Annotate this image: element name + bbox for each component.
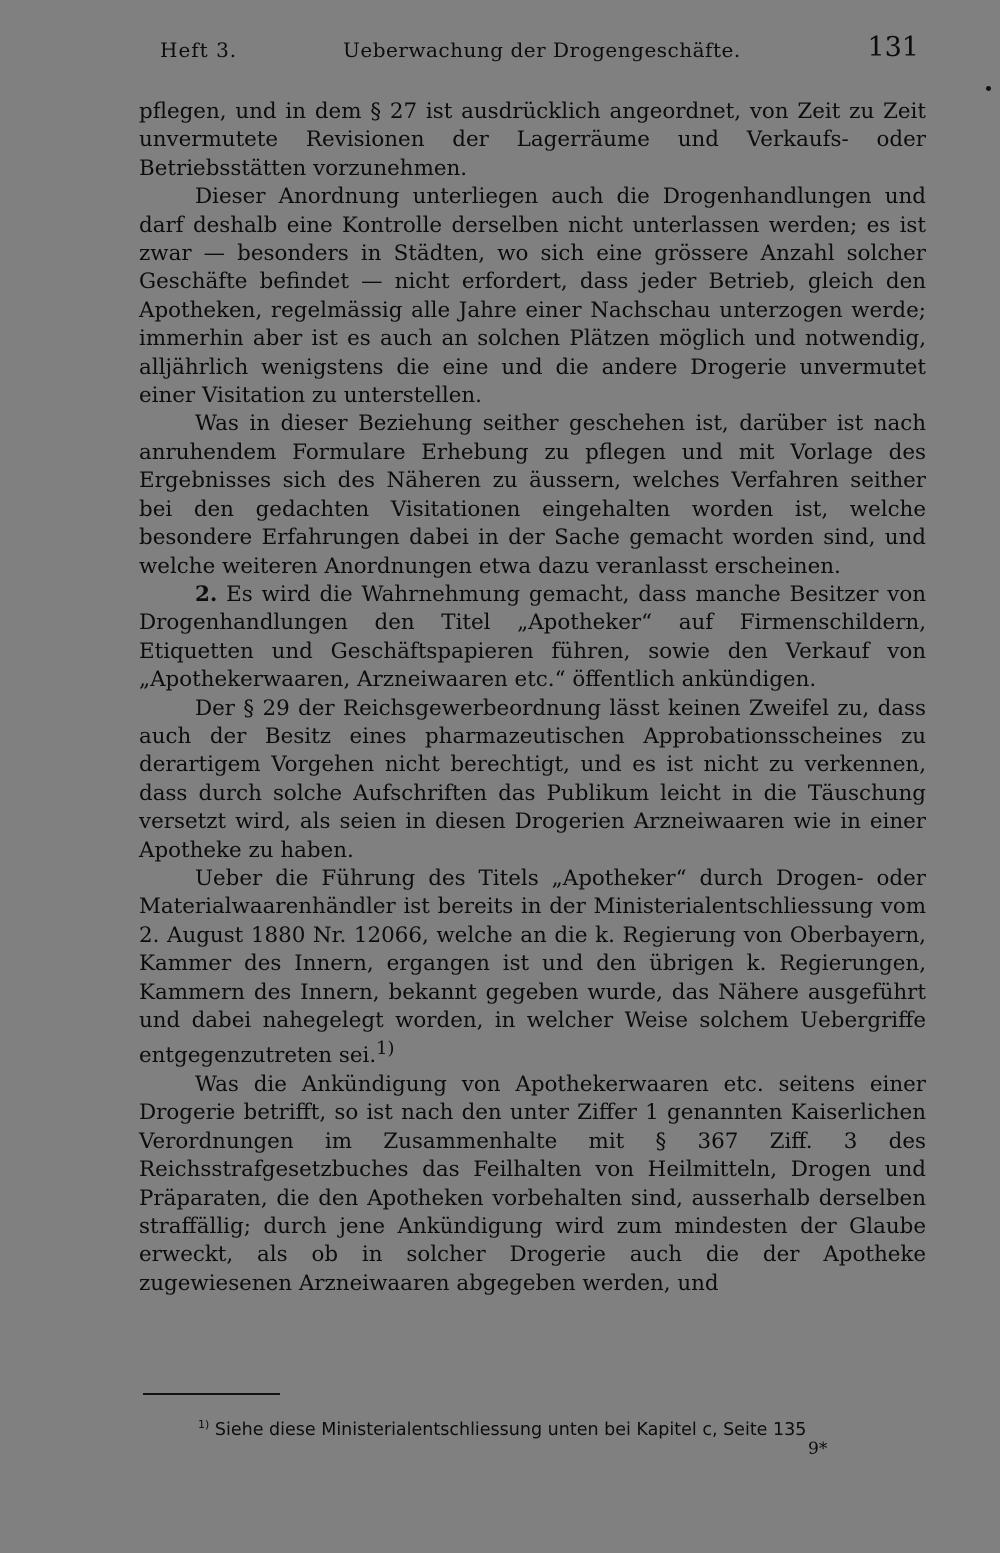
page-number: 131 — [867, 32, 919, 63]
body-text — [139, 98, 926, 1298]
footnote-reference: 1) — [376, 1038, 395, 1060]
paragraph: Was in dieser Beziehung seither geschehen ist, darüber ist nach anruhendem Formulare Erhebung zu pflegen und mit Vorlage des Ergebnisses sich des Näheren zu äussern, welches Verfahren seither bei den gedachten Visitationen eingehalten worden ist, welche besondere Erfahrungen dabei in der Sache gemacht worden sind, und welche weiteren Anordnungen etwa dazu veranlasst erscheinen. — [139, 411, 926, 579]
paragraph-continuation: pflegen, und in dem § 27 ist ausdrücklich angeordnet, von Zeit zu Zeit unvermutete Revisionen der Lagerräume und Verkaufs- oder Betriebsstätten vorzunehmen. — [139, 99, 926, 181]
issue-label: Heft 3. — [160, 38, 238, 62]
footnote-text: Siehe diese Ministerialentschliessung unten bei Kapitel c, Seite 135 — [214, 1419, 807, 1440]
paragraph: Der § 29 der Reichsgewerbeordnung lässt keinen Zweifel zu, dass auch der Besitz eines pharmazeutischen Approbationsscheines zu derartigem Vorgehen nicht berechtigt, und es ist nicht zu verkennen, dass durch solche Aufschriften das Publikum leicht in die Täuschung versetzt wird, als seien in diesen Drogerien Arzneiwaaren wie in einer Apotheke zu haben. — [139, 695, 926, 863]
paragraph-number: 2. — [195, 581, 218, 607]
footnote — [198, 1413, 926, 1442]
footnote-divider — [143, 1393, 280, 1395]
printer-signature-mark: 9* — [808, 1439, 828, 1459]
numbered-paragraph — [139, 581, 926, 695]
paragraph: Was die Ankündigung von Apothekerwaaren etc. seitens einer Drogerie betrifft, so ist nach den unter Ziffer 1 genannten Kaiserlichen Verordnungen im Zusammenhalte mit § 367 Ziff. 3 des Reichsstrafgesetzbuches das Feilhalten von Heilmitteln, Drogen und Präparaten, die den Apotheken vorbehalten sind, ausserhalb derselben straffällig; durch jene Ankündigung wird zum mindesten der Glaube erweckt, als ob in solcher Drogerie auch die der Apotheke zugewiesenen Arzneiwaaren abgegeben werden, und — [139, 1071, 926, 1296]
print-speck — [986, 86, 991, 91]
footnote-marker: 1) — [198, 1418, 210, 1431]
paragraph-text: Ueber die Führung des Titels „Apotheker“ durch Drogen- oder Materialwaarenhändler ist bereits in der Ministerialentschliessung vom 2. August 1880 Nr. 12066, welche an die k. Regierung von Oberbayern, Kammer des Innern, ergangen ist und den übrigen k. Regierungen, Kammern des Innern, bekannt gegeben wurde, das Nähere ausgeführt und dabei nahegelegt worden, in welcher Weise solchem Uebergriffe entgegenzutreten sei. — [139, 865, 926, 1069]
paragraph — [139, 865, 926, 1071]
paragraph-text: Es wird die Wahrnehmung gemacht, dass manche Besitzer von Drogenhandlungen den Titel „Apotheker“ auf Firmenschildern, Etiquetten und Geschäftspapieren führen, sowie den Verkauf von „Apothekerwaaren, Arzneiwaaren etc.“ öffentlich ankündigen. — [139, 581, 926, 693]
paragraph: Dieser Anordnung unterliegen auch die Drogenhandlungen und darf deshalb eine Kontrolle derselben nicht unterlassen werden; es ist zwar — besonders in Städten, wo sich eine grössere Anzahl solcher Geschäfte befindet — nicht erfordert, dass jeder Betrieb, gleich den Apotheken, regelmässig alle Jahre einer Nachschau unterzogen werde; immerhin aber ist es auch an solchen Plätzen möglich und notwendig, alljährlich wenigstens die eine und die andere Drogerie unvermutet einer Visitation zu unterstellen. — [139, 184, 926, 409]
section-title: Ueberwachung der Drogengeschäfte. — [343, 38, 741, 62]
running-header — [160, 30, 925, 64]
